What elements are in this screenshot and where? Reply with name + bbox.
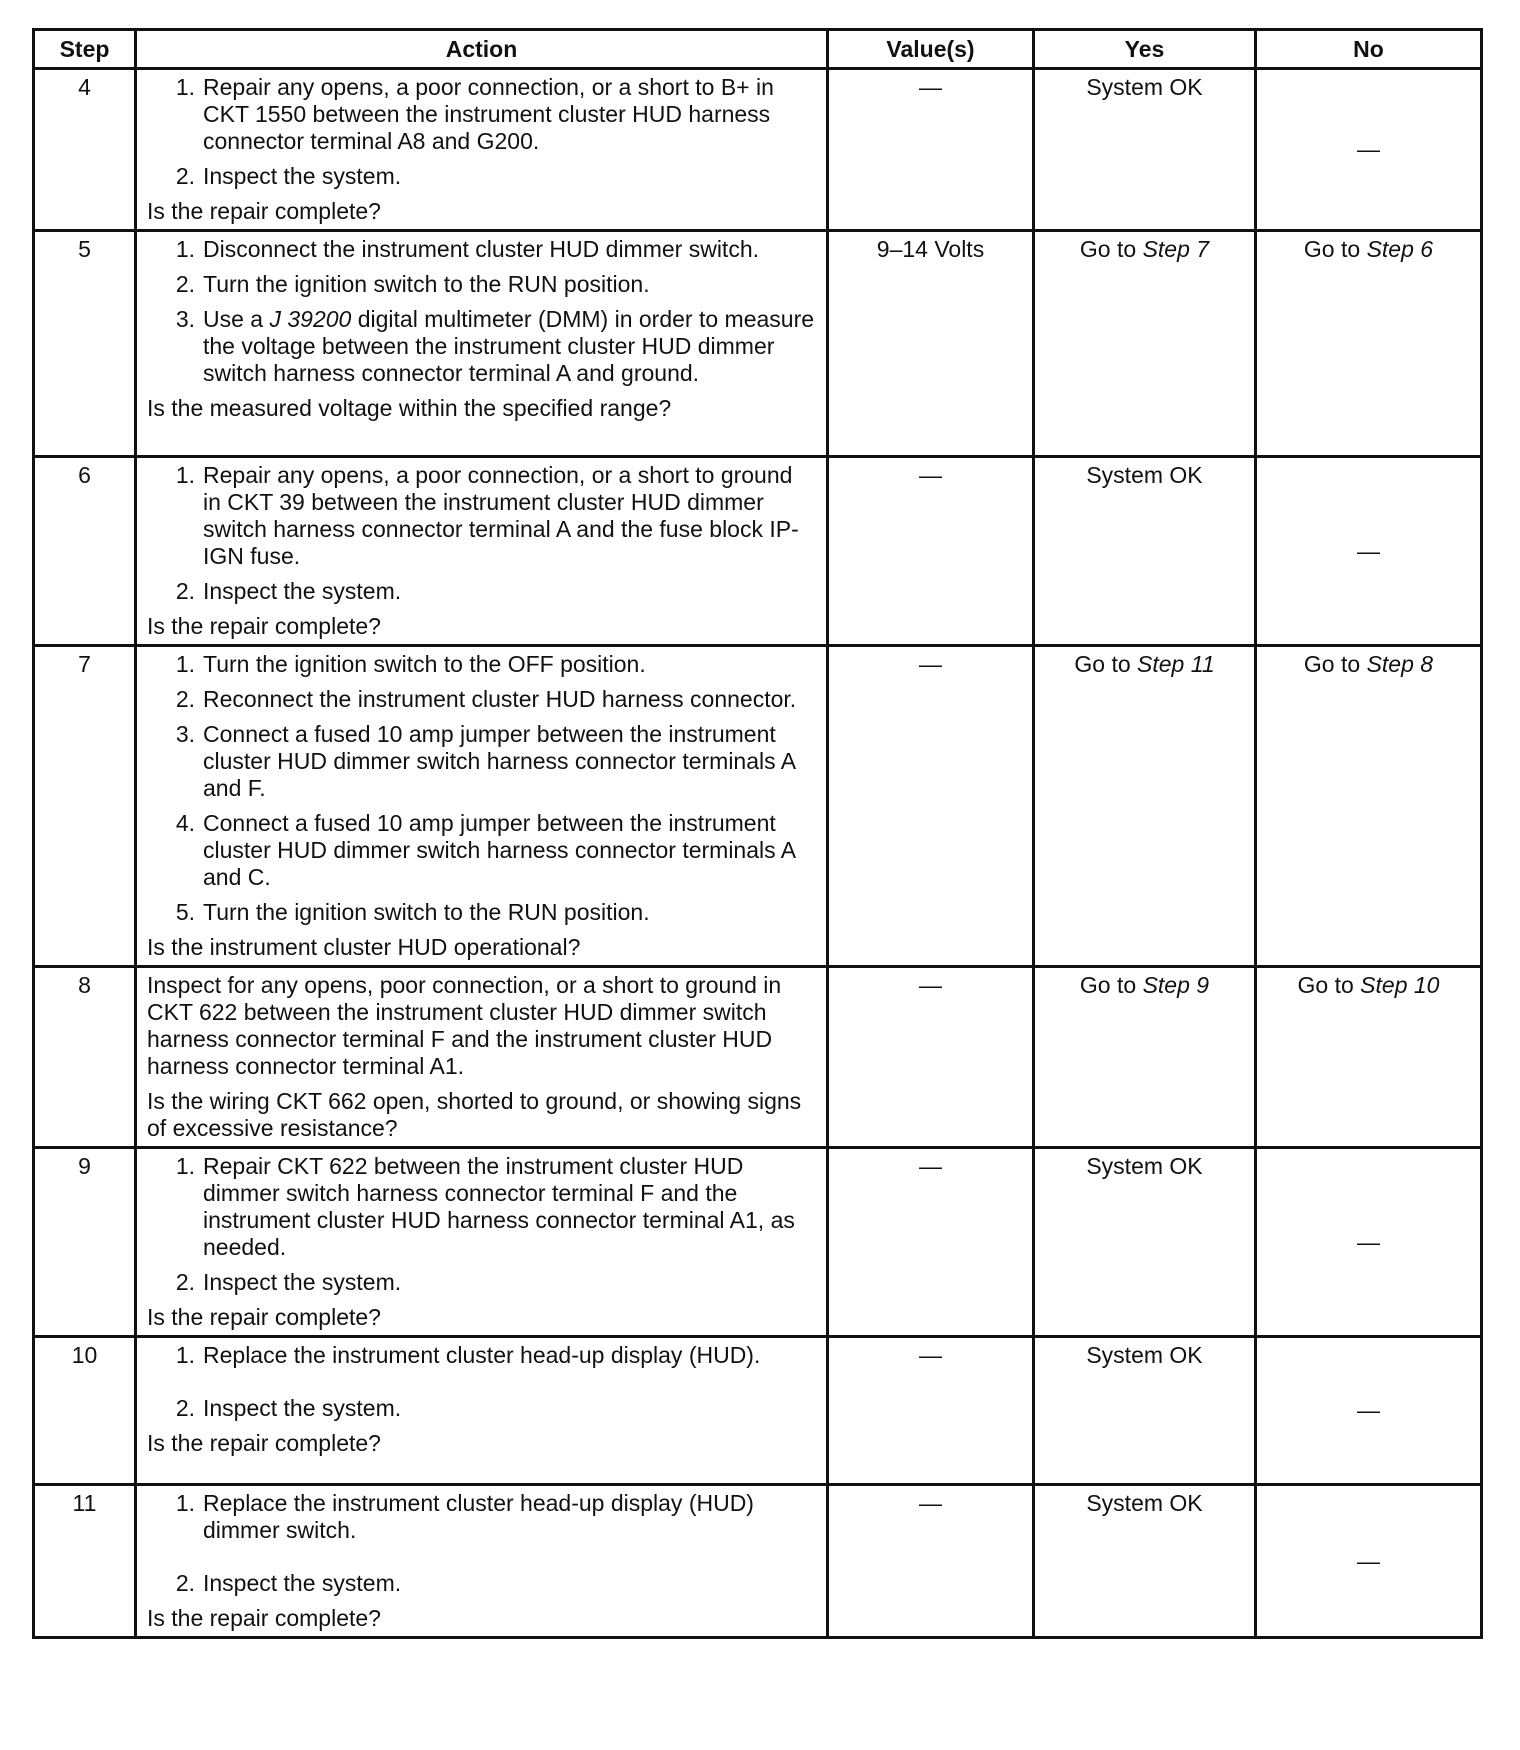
- action-item: 5. Turn the ignition switch to the RUN position.: [175, 899, 650, 925]
- yes-result: System OK: [1034, 457, 1256, 646]
- action-cell: [136, 1148, 828, 1337]
- action-question: Is the measured voltage within the specified range?: [147, 395, 672, 421]
- no-result: Go to Step 10: [1256, 967, 1482, 1148]
- action-item: 2. Inspect the system.: [175, 163, 402, 189]
- step-link[interactable]: Step 6: [1366, 236, 1434, 262]
- table-header-row: [34, 30, 1482, 69]
- yes-result: Go to Step 11: [1034, 646, 1256, 967]
- action-question: Is the repair complete?: [147, 1430, 381, 1456]
- value-cell: —: [828, 646, 1034, 967]
- table-row: [34, 69, 1482, 231]
- action-item: 1. Turn the ignition switch to the OFF position.: [175, 651, 646, 677]
- table-row: [34, 1485, 1482, 1638]
- action-cell: [136, 69, 828, 231]
- action-item: 3. Use a J 39200 digital multimeter (DMM) in order to measure the voltage between the instrument cluster HUD dimmer switch harness connector terminal A and ground.: [175, 306, 815, 386]
- step-number: 11: [34, 1485, 136, 1638]
- action-item: 2. Inspect the system.: [175, 1570, 402, 1596]
- action-cell: [136, 1337, 828, 1485]
- yes-result: System OK: [1034, 1485, 1256, 1638]
- action-cell: [136, 1485, 828, 1638]
- action-paragraph: Inspect for any opens, poor connection, or a short to ground in CKT 622 between the instrument cluster HUD dimmer switch harness connector terminal F and the instrument cluster HUD harness connector terminal A1.: [147, 972, 782, 1079]
- yes-result: Go to Step 9: [1034, 967, 1256, 1148]
- diagnostic-table-page: [32, 28, 1480, 1639]
- no-result: —: [1256, 69, 1482, 231]
- table-row: [34, 646, 1482, 967]
- no-result: —: [1256, 1485, 1482, 1638]
- no-result: —: [1256, 1337, 1482, 1485]
- step-number: 9: [34, 1148, 136, 1337]
- value-cell: —: [828, 69, 1034, 231]
- no-result: —: [1256, 457, 1482, 646]
- value-cell: 9–14 Volts: [828, 231, 1034, 457]
- action-item: 1. Repair CKT 622 between the instrument cluster HUD dimmer switch harness connector terminal F and the instrument cluster HUD harness connector terminal A1, as needed.: [175, 1153, 795, 1260]
- header-no: No: [1256, 30, 1482, 69]
- action-item: 1. Repair any opens, a poor connection, or a short to ground in CKT 39 between the instrument cluster HUD dimmer switch harness connector terminal A and the fuse block IP-IGN fuse.: [175, 462, 799, 569]
- action-item: 2. Inspect the system.: [175, 1269, 402, 1295]
- action-cell: [136, 967, 828, 1148]
- action-question: Is the repair complete?: [147, 1304, 381, 1330]
- value-cell: —: [828, 1485, 1034, 1638]
- action-item: 2. Turn the ignition switch to the RUN position.: [175, 271, 650, 297]
- table-row: [34, 231, 1482, 457]
- action-item: 1. Disconnect the instrument cluster HUD dimmer switch.: [175, 236, 759, 262]
- diagnostic-table: [32, 28, 1483, 1639]
- step-link[interactable]: Step 10: [1360, 972, 1440, 998]
- action-question: Is the instrument cluster HUD operational?: [147, 934, 581, 960]
- step-number: 10: [34, 1337, 136, 1485]
- table-row: [34, 1337, 1482, 1485]
- action-item: 2. Inspect the system.: [175, 1395, 402, 1421]
- step-number: 5: [34, 231, 136, 457]
- table-row: [34, 967, 1482, 1148]
- step-number: 7: [34, 646, 136, 967]
- yes-result: System OK: [1034, 1148, 1256, 1337]
- action-item: 4. Connect a fused 10 amp jumper between the instrument cluster HUD dimmer switch harness connector terminals A and C.: [175, 810, 795, 890]
- value-cell: —: [828, 967, 1034, 1148]
- yes-result: Go to Step 7: [1034, 231, 1256, 457]
- step-number: 6: [34, 457, 136, 646]
- action-item: 1. Repair any opens, a poor connection, or a short to B+ in CKT 1550 between the instrument cluster HUD harness connector terminal A8 and G200.: [175, 74, 774, 154]
- step-link[interactable]: Step 11: [1137, 651, 1215, 677]
- value-cell: —: [828, 457, 1034, 646]
- step-number: 4: [34, 69, 136, 231]
- value-cell: —: [828, 1148, 1034, 1337]
- action-question: Is the repair complete?: [147, 613, 381, 639]
- yes-result: System OK: [1034, 69, 1256, 231]
- action-item: 2. Reconnect the instrument cluster HUD harness connector.: [175, 686, 797, 712]
- action-item: 3. Connect a fused 10 amp jumper between the instrument cluster HUD dimmer switch harness connector terminals A and F.: [175, 721, 795, 801]
- table-row: [34, 457, 1482, 646]
- action-cell: [136, 231, 828, 457]
- step-link[interactable]: Step 9: [1142, 972, 1210, 998]
- no-result: Go to Step 8: [1256, 646, 1482, 967]
- tool-reference: J 39200: [269, 306, 352, 332]
- table-row: [34, 1148, 1482, 1337]
- header-step: Step: [34, 30, 136, 69]
- action-item: 1. Replace the instrument cluster head-up display (HUD).: [175, 1342, 761, 1368]
- no-result: —: [1256, 1148, 1482, 1337]
- step-link[interactable]: Step 8: [1366, 651, 1434, 677]
- step-link[interactable]: Step 7: [1142, 236, 1210, 262]
- action-cell: [136, 457, 828, 646]
- header-values: Value(s): [828, 30, 1034, 69]
- no-result: Go to Step 6: [1256, 231, 1482, 457]
- header-action: Action: [136, 30, 828, 69]
- step-number: 8: [34, 967, 136, 1148]
- action-item: 1. Replace the instrument cluster head-up display (HUD) dimmer switch.: [175, 1490, 754, 1543]
- value-cell: —: [828, 1337, 1034, 1485]
- action-cell: [136, 646, 828, 967]
- action-question: Is the repair complete?: [147, 198, 381, 224]
- yes-result: System OK: [1034, 1337, 1256, 1485]
- action-item: 2. Inspect the system.: [175, 578, 402, 604]
- action-question: Is the wiring CKT 662 open, shorted to ground, or showing signs of excessive resistance?: [147, 1088, 802, 1141]
- action-question: Is the repair complete?: [147, 1605, 381, 1631]
- header-yes: Yes: [1034, 30, 1256, 69]
